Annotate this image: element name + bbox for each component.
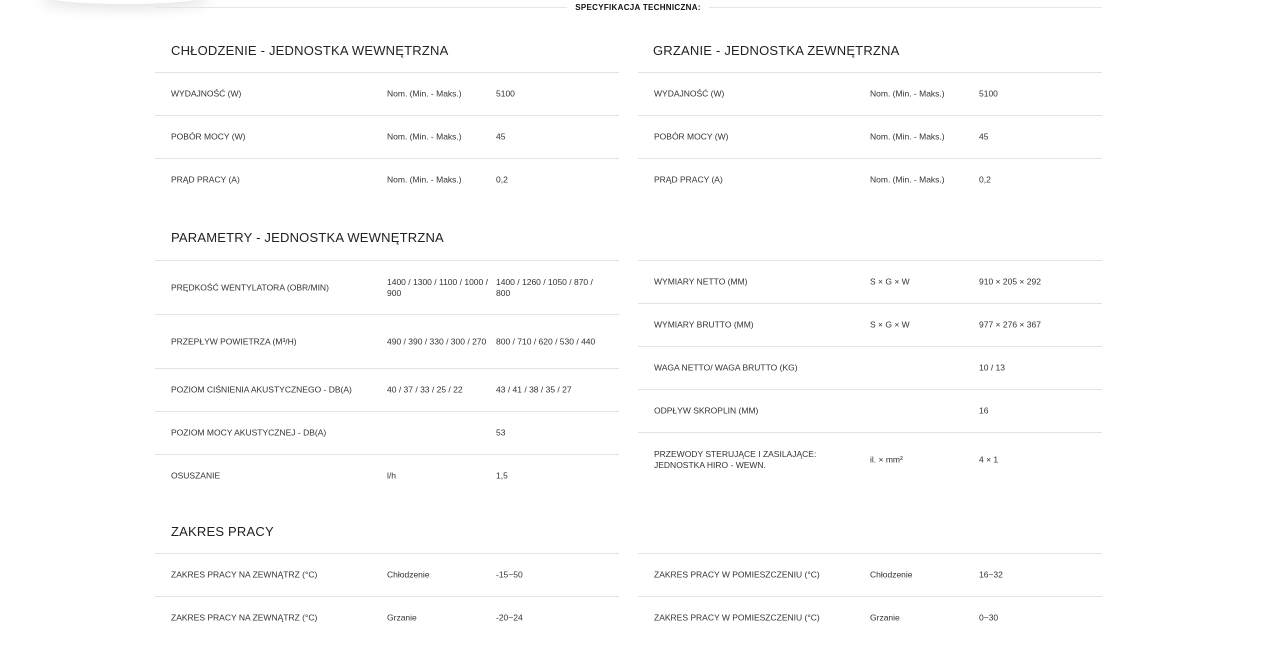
table-row (155, 411, 619, 454)
spec-value: -15~50 (496, 569, 523, 580)
spec-value-b: 1,5 (496, 470, 508, 481)
table-row (638, 553, 1102, 596)
spec-unit: il. × mm² (870, 454, 903, 465)
spec-label: PRĘDKOŚĆ WENTYLATORA (OBR/MIN) (171, 282, 329, 292)
spec-value: 910 × 205 × 292 (979, 276, 1041, 287)
spec-label: ZAKRES PRACY NA ZEWNĄTRZ (°C) (171, 569, 318, 580)
spec-value-b: 53 (496, 427, 506, 438)
spec-unit: Nom. (Min. - Maks.) (870, 131, 945, 142)
spec-value-a: 40 / 37 / 33 / 25 / 22 (387, 384, 463, 395)
params-indoor-left-table (155, 260, 619, 497)
table-row (155, 314, 619, 368)
spec-value: 16~32 (979, 569, 1003, 580)
table-row (155, 553, 619, 596)
spec-label: ZAKRES PRACY NA ZEWNĄTRZ (°C) (171, 612, 318, 623)
params-indoor-right-table (638, 260, 1102, 487)
work-range-left-table (155, 553, 619, 639)
spec-value-b: 800 / 710 / 620 / 530 / 440 (496, 336, 596, 346)
spec-value: 16 (979, 405, 989, 416)
spec-label: WAGA NETTO/ WAGA BRUTTO (KG) (654, 362, 798, 373)
spec-label: OSUSZANIE (171, 470, 221, 481)
spec-unit: Nom. (Min. - Maks.) (387, 88, 462, 99)
heating-outdoor-title: GRZANIE - JEDNOSTKA ZEWNĘTRZNA (653, 43, 900, 58)
spec-label: PRZEPŁYW POWIETRZA (M³/H) (171, 336, 297, 346)
table-row (638, 432, 1102, 487)
spec-unit: S × G × W (870, 276, 910, 287)
table-row (638, 346, 1102, 389)
spec-value: 5100 (979, 88, 998, 99)
spec-value-b: 1400 / 1260 / 1050 / 870 / 800 (496, 276, 593, 298)
heating-outdoor-table (638, 72, 1102, 201)
spec-label: POZIOM MOCY AKUSTYCZNEJ - DB(A) (171, 427, 327, 438)
spec-value: -20~24 (496, 612, 523, 623)
params-indoor-title: PARAMETRY - JEDNOSTKA WEWNĘTRZNA (171, 230, 444, 245)
spec-label: WYMIARY NETTO (MM) (654, 276, 748, 287)
spec-label: ODPŁYW SKROPLIN (MM) (654, 405, 759, 416)
spec-mode: Grzanie (387, 612, 417, 623)
spec-value-a: l/h (387, 470, 396, 481)
table-row (155, 158, 619, 201)
work-range-title: ZAKRES PRACY (171, 524, 274, 539)
spec-label: ZAKRES PRACY W POMIESZCZENIU (°C) (654, 612, 820, 623)
cooling-indoor-table (155, 72, 619, 201)
spec-value-b: 43 / 41 / 38 / 35 / 27 (496, 384, 572, 395)
spec-label: POZIOM CIŚNIENIA AKUSTYCZNEGO - DB(A) (171, 384, 352, 395)
spec-label: POBÓR MOCY (W) (654, 131, 729, 142)
spec-value: 45 (496, 131, 506, 142)
cooling-indoor-title: CHŁODZENIE - JEDNOSTKA WEWNĘTRZNA (171, 43, 449, 58)
spec-value: 0,2 (496, 174, 508, 185)
table-row (155, 260, 619, 314)
spec-unit: Nom. (Min. - Maks.) (870, 174, 945, 185)
spec-label: WYDAJNOŚĆ (W) (654, 88, 725, 99)
table-row (638, 303, 1102, 346)
table-row (155, 115, 619, 158)
table-row (638, 389, 1102, 432)
spec-value-a: 490 / 390 / 330 / 300 / 270 (387, 336, 487, 346)
page-heading-text: SPECYFIKACJA TECHNICZNA: (567, 3, 709, 12)
page-heading (0, 3, 1276, 12)
spec-value: 5100 (496, 88, 515, 99)
table-row (155, 368, 619, 411)
table-row (638, 72, 1102, 115)
table-row (155, 596, 619, 639)
spec-label: PRZEWODY STERUJĄCE I ZASILAJĄCE: JEDNOSTKA HIRO - WEWN. (654, 449, 817, 470)
spec-unit: Nom. (Min. - Maks.) (387, 131, 462, 142)
spec-unit: Nom. (Min. - Maks.) (870, 88, 945, 99)
spec-value: 977 × 276 × 367 (979, 319, 1041, 330)
spec-unit: Nom. (Min. - Maks.) (387, 174, 462, 185)
table-row (155, 72, 619, 115)
table-row (155, 454, 619, 497)
spec-value: 0,2 (979, 174, 991, 185)
spec-mode: Chłodzenie (870, 569, 913, 580)
spec-label: PRĄD PRACY (A) (171, 174, 240, 185)
spec-value: 4 × 1 (979, 454, 999, 465)
spec-label: WYDAJNOŚĆ (W) (171, 88, 242, 99)
work-range-right-table (638, 553, 1102, 639)
spec-mode: Chłodzenie (387, 569, 430, 580)
spec-label: PRĄD PRACY (A) (654, 174, 723, 185)
spec-mode: Grzanie (870, 612, 900, 623)
spec-label: ZAKRES PRACY W POMIESZCZENIU (°C) (654, 569, 820, 580)
table-row (638, 158, 1102, 201)
table-row (638, 596, 1102, 639)
spec-value: 0~30 (979, 612, 999, 623)
spec-label: POBÓR MOCY (W) (171, 131, 246, 142)
spec-value: 10 / 13 (979, 362, 1005, 373)
spec-label: WYMIARY BRUTTO (MM) (654, 319, 754, 330)
spec-value-a: 1400 / 1300 / 1100 / 1000 / 900 (387, 276, 488, 298)
table-row (638, 260, 1102, 303)
spec-value: 45 (979, 131, 989, 142)
spec-unit: S × G × W (870, 319, 910, 330)
table-row (638, 115, 1102, 158)
